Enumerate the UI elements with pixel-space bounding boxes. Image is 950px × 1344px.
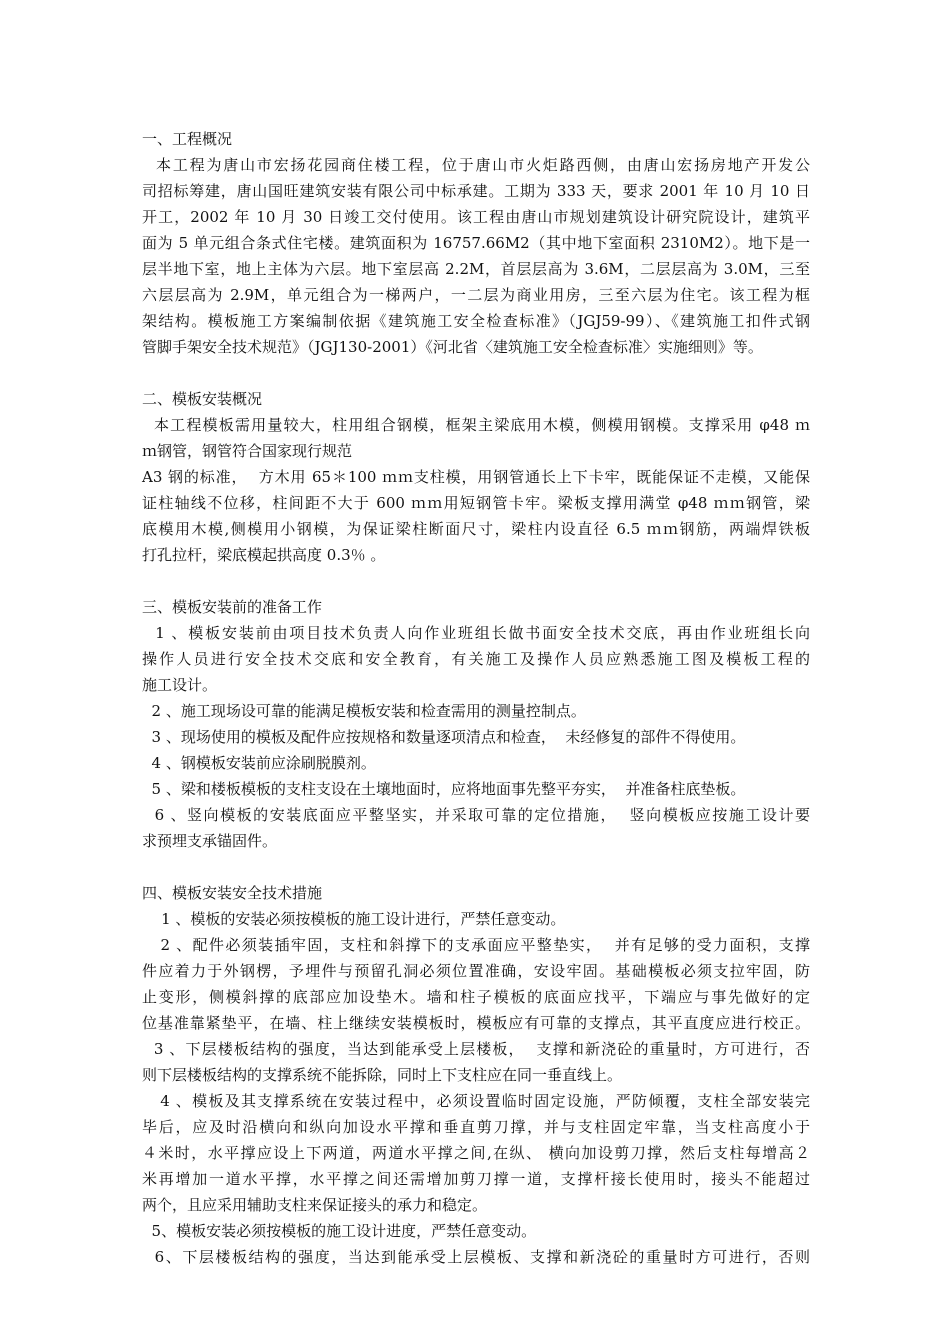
paragraph-line: 打孔拉杆，梁底模起拱高度 0.3％ 。 [142,546,386,564]
paragraph-line: 证柱轴线不位移，柱间距不大于 600 ｍｍ用短钢管卡牢。梁板支撑用满堂 φ48 ｍｍ钢管，梁 [142,494,810,512]
section-heading-4: 四、模板安装安全技术措施 [142,884,323,902]
paragraph-line: 施工设计。 [142,676,218,694]
paragraph-line: 两个，且应采用辅助支柱来保证接头的承力和稳定。 [142,1196,488,1214]
paragraph-line: 4 、模板及其支撑系统在安装过程中，必须设置临时固定设施，严防倾覆，支柱全部安装完 [142,1092,810,1110]
paragraph-line: 架结构。模板施工方案编制依据《建筑施工安全检查标准》（JGJ59-99）、《建筑施工扣件式钢 [142,312,810,330]
paragraph-line: 3 、现场使用的模板及配件应按规格和数量逐项清点和检查， 未经修复的部件不得使用。 [142,728,746,746]
paragraph-line: 5、模板安装必须按模板的施工设计进度，严禁任意变动。 [142,1222,537,1240]
paragraph-line: A3 钢的标准， 方木用 65＊100 ｍｍ支柱模，用钢管通长上下卡牢，既能保证不走模，又能保 [142,468,810,486]
document-body [142,126,810,1270]
paragraph-line: 层半地下室，地上主体为六层。地下室层高 2.2M，首层层高为 3.6M，二层层高为 3.0M，三至 [142,260,810,278]
paragraph-line: ４米时，水平撑应设上下两道，两道水平撑之间,在纵、 横向加设剪刀撑，然后支柱每增高２ [142,1144,810,1162]
paragraph-line: 1 、模板安装前由项目技术负责人向作业班组长做书面安全技术交底，再由作业班组长向 [142,624,810,642]
paragraph-line: 位基准靠紧垫平，在墙、柱上继续安装模板时，模板应有可靠的支撑点，其平直度应进行校正。 [142,1014,810,1032]
paragraph-line: 止变形，侧模斜撑的底部应加设垫木。墙和柱子模板的底面应找平，下端应与事先做好的定 [142,988,810,1006]
paragraph-line: 米再增加一道水平撑，水平撑之间还需增加剪刀撑一道，支撑杆接长使用时，接头不能超过 [142,1170,810,1188]
paragraph-line: 司招标筹建，唐山国旺建筑安装有限公司中标承建。工期为 333 天，要求 2001 年 10 月 10 日 [142,182,810,200]
paragraph-line: 3 、下层楼板结构的强度，当达到能承受上层楼板， 支撑和新浇砼的重量时，方可进行，否 [142,1040,810,1058]
paragraph-line: 求预埋支承锚固件。 [142,832,278,850]
paragraph-line: 件应着力于外钢楞，予埋件与预留孔洞必须位置准确，安设牢固。基础模板必须支拉牢固，防 [142,962,810,980]
paragraph-line: 2 、施工现场设可靠的能满足模板安装和检查需用的测量控制点。 [142,702,586,720]
paragraph-line: 则下层楼板结构的支撑系统不能拆除，同时上下支柱应在同一垂直线上。 [142,1066,623,1084]
paragraph-line: 本工程为唐山市宏扬花园商住楼工程，位于唐山市火炬路西侧，由唐山宏扬房地产开发公 [156,156,810,174]
paragraph-line: 4 、钢模板安装前应涂刷脱膜剂。 [142,754,376,772]
paragraph-line: 六层层高为 2.9M，单元组合为一梯两户，一二层为商业用房，三至六层为住宅。该工程为框 [142,286,810,304]
paragraph-line: 操作人员进行安全技术交底和安全教育，有关施工及操作人员应熟悉施工图及模板工程的 [142,650,810,668]
paragraph-line: 管脚手架安全技术规范》（JGJ130-2001）《河北省〈建筑施工安全检查标准〉实施细则》等。 [142,338,763,356]
section-heading-1: 一、工程概况 [142,130,233,148]
paragraph-line: 本工程模板需用量较大，柱用组合钢模，框架主梁底用木模，侧模用钢模。支撑采用 φ48 ｍ [142,416,810,434]
paragraph-line: 面为 5 单元组合条式住宅楼。建筑面积为 16757.66M2（其中地下室面积 2310M2）。地下是一 [142,234,810,252]
paragraph-line: ｍ钢管，钢管符合国家现行规范 [142,442,353,460]
paragraph-line: 1 、模板的安装必须按模板的施工设计进行，严禁任意变动。 [142,910,566,928]
paragraph-line: 6 、竖向模板的安装底面应平整坚实，并采取可靠的定位措施， 竖向模板应按施工设计要 [142,806,810,824]
section-heading-2: 二、模板安装概况 [142,390,263,408]
paragraph-line: 2 、配件必须装插牢固，支柱和斜撑下的支承面应平整垫实， 并有足够的受力面积，支撑 [142,936,810,954]
paragraph-line: 5 、梁和楼板模板的支柱支设在土壤地面时，应将地面事先整平夯实， 并准备柱底垫板。 [142,780,746,798]
paragraph-line: 毕后，应及时沿横向和纵向加设水平撑和垂直剪刀撑，并与支柱固定牢靠，当支柱高度小于 [142,1118,810,1136]
paragraph-line: 6、下层楼板结构的强度，当达到能承受上层模板、支撑和新浇砼的重量时方可进行，否则 [142,1248,810,1266]
paragraph-line: 开工，2002 年 10 月 30 日竣工交付使用。该工程由唐山市规划建筑设计研究院设计，建筑平 [142,208,810,226]
section-heading-3: 三、模板安装前的准备工作 [142,598,323,616]
paragraph-line: 底模用木模,侧模用小钢模，为保证梁柱断面尺寸，梁柱内设直径 6.5 ｍｍ钢筋，两端焊铁板 [142,520,810,538]
